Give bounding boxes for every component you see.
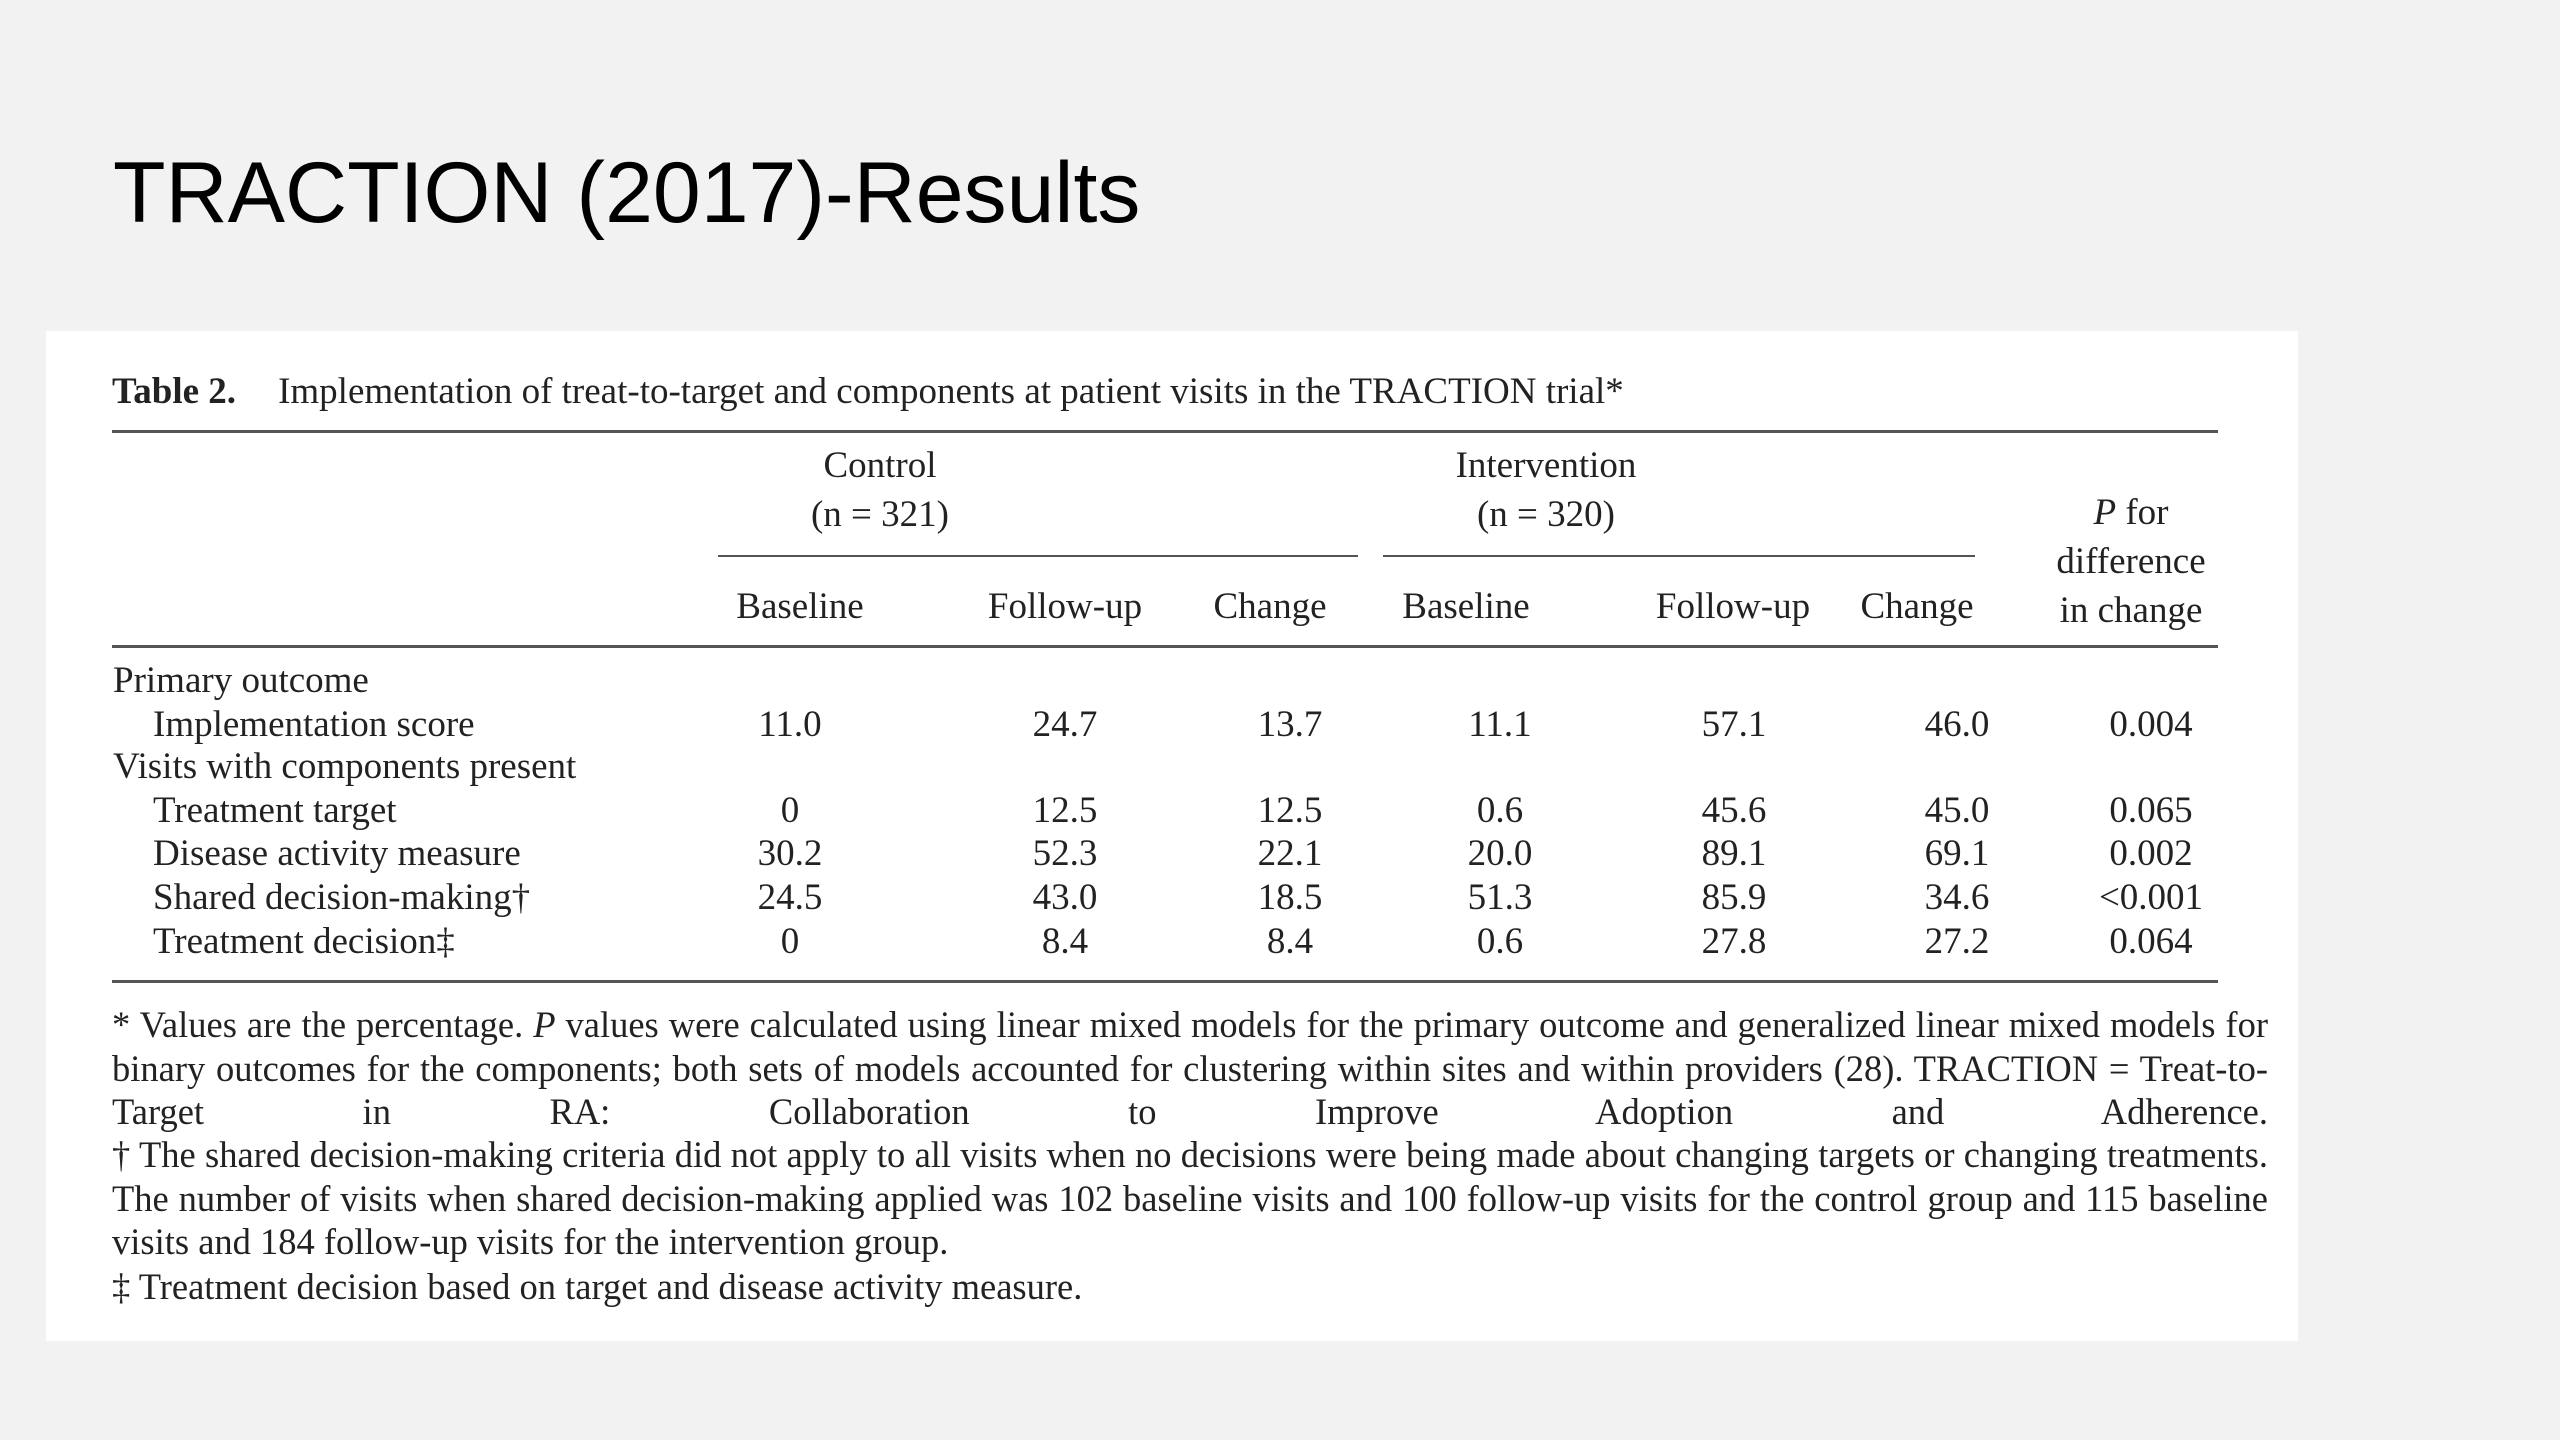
table-cell: 12.5	[1257, 790, 1323, 831]
table-cell: 27.8	[1701, 921, 1767, 962]
table-cell: 12.5	[1032, 790, 1098, 831]
row-label: Treatment decision‡	[153, 921, 455, 962]
control-group-rule	[718, 555, 1358, 557]
table-cell: 8.4	[1266, 921, 1314, 962]
top-rule	[112, 430, 2218, 433]
table-caption-label: Table 2.	[112, 371, 237, 412]
table-cell: 85.9	[1701, 877, 1767, 918]
slide-title: TRACTION (2017)-Results	[113, 145, 1141, 241]
p-italic: P	[2093, 492, 2117, 533]
section-label-primary-outcome: Primary outcome	[113, 660, 369, 701]
group-n: (n = 321)	[810, 494, 949, 535]
table-cell: 0.004	[2109, 704, 2193, 745]
table-cell: 45.6	[1701, 790, 1767, 831]
table-cell: 22.1	[1257, 833, 1323, 874]
footnote-double-dagger: ‡ Treatment decision based on target and disease activity measure.	[112, 1266, 1083, 1307]
subheader-intervention-change: Change	[1860, 586, 1974, 627]
results-table-panel	[46, 331, 2298, 1341]
group-n: (n = 320)	[1476, 494, 1615, 535]
p-italic: P	[533, 1004, 556, 1045]
table-cell: 8.4	[1041, 921, 1089, 962]
subheader-control-change: Change	[1213, 586, 1327, 627]
footnote-dagger: † The shared decision-making criteria did not apply to all visits when no decisions were being made about changing targets or changing treatments. The number of visits when shared decision-making applied was 102 baseline visits and 100 follow-up visits for the control group and 115 baseline visits and 184 follow-up visits for the intervention group.	[112, 1134, 2268, 1262]
table-cell: 57.1	[1701, 704, 1767, 745]
subheader-intervention-baseline: Baseline	[1402, 586, 1530, 627]
table-cell: 51.3	[1467, 877, 1533, 918]
table-cell: 18.5	[1257, 877, 1323, 918]
table-cell: 46.0	[1924, 704, 1990, 745]
subheader-control-followup: Follow-up	[987, 586, 1143, 627]
table-cell: 45.0	[1924, 790, 1990, 831]
table-cell: 30.2	[757, 833, 823, 874]
group-name: Intervention	[1455, 445, 1637, 486]
table-cell: 11.1	[1468, 704, 1532, 745]
table-cell: 0.064	[2109, 921, 2193, 962]
table-caption-text: Implementation of treat-to-target and components at patient visits in the TRACTION trial*	[278, 371, 1624, 412]
table-cell: 24.7	[1032, 704, 1098, 745]
table-cell: 13.7	[1257, 704, 1323, 745]
p-header-line3: in change	[2059, 590, 2203, 631]
table-cell: <0.001	[2098, 877, 2204, 918]
table-cell: 0	[780, 790, 800, 831]
table-cell: 0.6	[1476, 790, 1524, 831]
p-header-line1: P for	[2093, 492, 2169, 533]
subheader-intervention-followup: Follow-up	[1655, 586, 1811, 627]
table-cell: 24.5	[757, 877, 823, 918]
section-label-visits-components: Visits with components present	[113, 746, 577, 787]
table-cell: 0.6	[1476, 921, 1524, 962]
table-cell: 0.002	[2109, 833, 2193, 874]
subheader-control-baseline: Baseline	[736, 586, 864, 627]
p-difference-header	[2021, 488, 2241, 635]
table-cell: 69.1	[1924, 833, 1990, 874]
group-name: Control	[823, 445, 937, 486]
table-cell: 11.0	[758, 704, 822, 745]
table-cell: 43.0	[1032, 877, 1098, 918]
table-cell: 0	[780, 921, 800, 962]
table-cell: 0.065	[2109, 790, 2193, 831]
group-header-intervention	[1381, 447, 1711, 533]
intervention-group-rule	[1383, 555, 1975, 557]
table-caption	[112, 373, 1624, 410]
row-label: Treatment target	[153, 790, 397, 831]
table-cell: 27.2	[1924, 921, 1990, 962]
p-header-line2: difference	[2056, 541, 2206, 582]
row-label: Shared decision-making†	[153, 877, 531, 918]
bottom-rule	[112, 980, 2218, 983]
table-cell: 20.0	[1467, 833, 1533, 874]
table-cell: 34.6	[1924, 877, 1990, 918]
row-label: Disease activity measure	[153, 833, 521, 874]
footnote-star: * Values are the percentage. P values were calculated using linear mixed models for the primary outcome and generalized linear mixed models for binary outcomes for the components; both sets of models accounted for clustering within sites and within providers (28). TRACTION = Treat-to-Target in RA: Collaboration to Improve Adoption and Adherence.	[112, 1004, 2268, 1132]
header-rule	[112, 645, 2218, 648]
group-header-control	[715, 447, 1045, 533]
row-label: Implementation score	[153, 704, 475, 745]
table-cell: 89.1	[1701, 833, 1767, 874]
table-cell: 52.3	[1032, 833, 1098, 874]
